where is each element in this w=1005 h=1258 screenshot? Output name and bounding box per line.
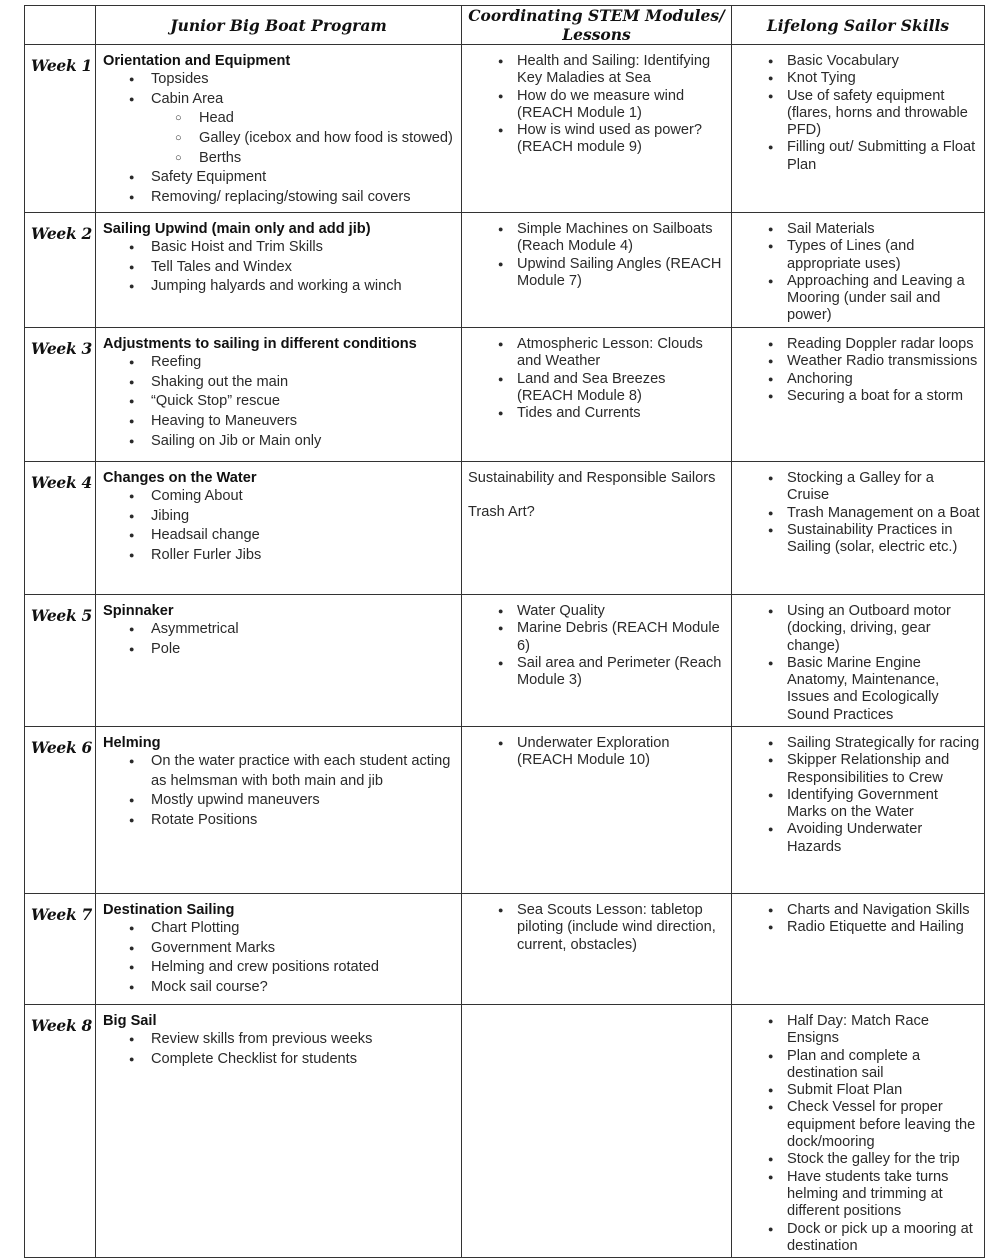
- week-label: Week 1: [25, 45, 96, 213]
- stem-cell: [462, 462, 732, 595]
- list-item: ● Jibing: [103, 507, 457, 527]
- list-item: ● Tell Tales and Windex: [103, 258, 457, 278]
- list-item: ● Skipper Relationship and Responsibilities to Crew: [738, 752, 980, 787]
- list-item: ● Dock or pick up a mooring at destination: [738, 1221, 980, 1256]
- list-item: ● Check Vessel for proper equipment before leaving the dock/mooring: [738, 1099, 980, 1151]
- program-list: [103, 620, 457, 659]
- header-lifelong: Lifelong Sailor Skills: [732, 6, 985, 45]
- week-row: [25, 462, 985, 595]
- skills-list: [738, 470, 980, 556]
- skills-list: [738, 902, 980, 937]
- list-item: ● Filling out/ Submitting a Float Plan: [738, 139, 980, 174]
- week-label: Week 7: [25, 894, 96, 1005]
- list-item: [103, 90, 457, 168]
- week-title: Destination Sailing: [103, 902, 235, 918]
- stem-cell: [462, 894, 732, 1005]
- list-item: ● Anchoring: [738, 371, 980, 388]
- header-program: Junior Big Boat Program: [96, 6, 462, 45]
- week-title: Helming: [103, 735, 161, 751]
- list-item: ● Types of Lines (and appropriate uses): [738, 238, 980, 273]
- list-item: ● Sail Materials: [738, 221, 980, 238]
- list-item: ● Tides and Currents: [468, 405, 725, 422]
- list-item: ● Have students take turns helming and trimming at different positions: [738, 1169, 980, 1221]
- list-item: ● How is wind used as power? (REACH module 9): [468, 122, 725, 157]
- list-item: ● Upwind Sailing Angles (REACH Module 7): [468, 256, 725, 291]
- skills-list: [738, 336, 980, 405]
- list-item: ● Atmospheric Lesson: Clouds and Weather: [468, 336, 725, 371]
- stem-cell: [462, 727, 732, 894]
- stem-cell: [462, 213, 732, 328]
- skills-cell: [732, 595, 985, 727]
- stem-text: Sustainability and Responsible Sailors: [468, 470, 716, 486]
- program-cell: [96, 45, 462, 213]
- sub-list-item: ○ Galley (icebox and how food is stowed): [151, 129, 457, 149]
- week-label: Week 2: [25, 213, 96, 328]
- week-title: Sailing Upwind (main only and add jib): [103, 221, 371, 237]
- program-cell: [96, 328, 462, 462]
- program-cell: [96, 1005, 462, 1258]
- list-item: ● Shaking out the main: [103, 373, 457, 393]
- list-item: ● On the water practice with each student acting as helmsman with both main and jib: [103, 752, 457, 791]
- list-item: ● Basic Vocabulary: [738, 53, 980, 70]
- list-item: ● Government Marks: [103, 939, 457, 959]
- list-item: ● Mostly upwind maneuvers: [103, 791, 457, 811]
- skills-list: [738, 603, 980, 724]
- list-item: ● Water Quality: [468, 603, 725, 620]
- list-item: ● Coming About: [103, 487, 457, 507]
- sub-list-item: ○ Berths: [151, 149, 457, 169]
- stem-list: [468, 336, 725, 422]
- list-item: ● Sail area and Perimeter (Reach Module 3): [468, 655, 725, 690]
- curriculum-sheet: [24, 5, 984, 1254]
- list-item: ● Half Day: Match Race Ensigns: [738, 1013, 980, 1048]
- program-cell: [96, 462, 462, 595]
- list-item: ● Weather Radio transmissions: [738, 353, 980, 370]
- week-row: [25, 595, 985, 727]
- sub-list-item: ○ Head: [151, 109, 457, 129]
- list-item: ● Trash Management on a Boat: [738, 505, 980, 522]
- list-item: ● Avoiding Underwater Hazards: [738, 821, 980, 856]
- list-item: ● Jumping halyards and working a winch: [103, 277, 457, 297]
- week-row: [25, 328, 985, 462]
- list-item: ● Reefing: [103, 353, 457, 373]
- list-item: ● “Quick Stop” rescue: [103, 392, 457, 412]
- list-item: ● Heaving to Maneuvers: [103, 412, 457, 432]
- list-item: ● Headsail change: [103, 526, 457, 546]
- header-row: [25, 6, 985, 45]
- stem-cell: [462, 595, 732, 727]
- skills-cell: [732, 328, 985, 462]
- list-item: ● Rotate Positions: [103, 811, 457, 831]
- week-row: [25, 45, 985, 213]
- program-list: [103, 1030, 457, 1069]
- list-item: ● Mock sail course?: [103, 978, 457, 998]
- program-cell: [96, 213, 462, 328]
- list-item: ● How do we measure wind (REACH Module 1): [468, 88, 725, 123]
- list-item: ● Basic Hoist and Trim Skills: [103, 238, 457, 258]
- list-item: ● Underwater Exploration (REACH Module 10): [468, 735, 725, 770]
- skills-list: [738, 221, 980, 325]
- program-list: [103, 487, 457, 565]
- list-item: ● Helming and crew positions rotated: [103, 958, 457, 978]
- week-title: Spinnaker: [103, 603, 174, 619]
- list-item: ● Chart Plotting: [103, 919, 457, 939]
- list-item: ● Sustainability Practices in Sailing (solar, electric etc.): [738, 522, 980, 557]
- program-cell: [96, 894, 462, 1005]
- list-item: ● Marine Debris (REACH Module 6): [468, 620, 725, 655]
- week-label: Week 3: [25, 328, 96, 462]
- skills-cell: [732, 462, 985, 595]
- week-row: [25, 727, 985, 894]
- stem-text: Trash Art?: [468, 504, 535, 521]
- list-item: ● Using an Outboard motor (docking, driving, gear change): [738, 603, 980, 655]
- list-item: ● Stocking a Galley for a Cruise: [738, 470, 980, 505]
- skills-cell: [732, 894, 985, 1005]
- program-cell: [96, 727, 462, 894]
- list-item: ● Securing a boat for a storm: [738, 388, 980, 405]
- list-item: ● Asymmetrical: [103, 620, 457, 640]
- sub-list: [151, 109, 457, 168]
- list-item: ● Plan and complete a destination sail: [738, 1048, 980, 1083]
- stem-list: [468, 53, 725, 157]
- list-item: ● Removing/ replacing/stowing sail covers: [103, 188, 457, 208]
- stem-list: [468, 902, 725, 954]
- list-item: ● Sea Scouts Lesson: tabletop piloting (include wind direction, current, obstacles): [468, 902, 725, 954]
- week-title: Adjustments to sailing in different conditions: [103, 336, 417, 352]
- stem-list: [468, 735, 725, 770]
- list-item: ● Sailing on Jib or Main only: [103, 432, 457, 452]
- corner-cell: [25, 6, 96, 45]
- list-item: ● Topsides: [103, 70, 457, 90]
- skills-cell: [732, 213, 985, 328]
- skills-cell: [732, 45, 985, 213]
- stem-cell: [462, 45, 732, 213]
- week-label: Week 5: [25, 595, 96, 727]
- program-list: [103, 752, 457, 830]
- skills-list: [738, 735, 980, 856]
- skills-list: [738, 53, 980, 174]
- week-row: [25, 1005, 985, 1258]
- list-item: ● Basic Marine Engine Anatomy, Maintenance, Issues and Ecologically Sound Practices: [738, 655, 980, 724]
- stem-cell: [462, 1005, 732, 1258]
- list-item: ● Radio Etiquette and Hailing: [738, 919, 980, 936]
- list-item: ● Pole: [103, 640, 457, 660]
- list-item: ● Complete Checklist for students: [103, 1050, 457, 1070]
- stem-list: [468, 221, 725, 290]
- program-list: [103, 70, 457, 207]
- list-item: ● Charts and Navigation Skills: [738, 902, 980, 919]
- list-item: ● Health and Sailing: Identifying Key Maladies at Sea: [468, 53, 725, 88]
- list-item: ● Land and Sea Breezes (REACH Module 8): [468, 371, 725, 406]
- program-list: [103, 919, 457, 997]
- skills-list: [738, 1013, 980, 1255]
- skills-cell: [732, 1005, 985, 1258]
- list-item: ● Identifying Government Marks on the Water: [738, 787, 980, 822]
- skills-cell: [732, 727, 985, 894]
- stem-list: [468, 603, 725, 689]
- list-item: ● Knot Tying: [738, 70, 980, 87]
- week-label: Week 4: [25, 462, 96, 595]
- program-list: [103, 238, 457, 297]
- week-title: Orientation and Equipment: [103, 53, 291, 69]
- list-item: ● Review skills from previous weeks: [103, 1030, 457, 1050]
- list-item: ● Approaching and Leaving a Mooring (under sail and power): [738, 273, 980, 325]
- header-stem: Coordinating STEM Modules/ Lessons: [462, 6, 732, 45]
- list-item: ● Stock the galley for the trip: [738, 1151, 980, 1168]
- program-cell: [96, 595, 462, 727]
- program-list: [103, 353, 457, 451]
- list-item: ● Reading Doppler radar loops: [738, 336, 980, 353]
- list-item: ● Use of safety equipment (flares, horns and throwable PFD): [738, 88, 980, 140]
- list-item: ● Submit Float Plan: [738, 1082, 980, 1099]
- week-title: Changes on the Water: [103, 470, 257, 486]
- week-label: Week 8: [25, 1005, 96, 1258]
- list-item: ● Safety Equipment: [103, 168, 457, 188]
- stem-cell: [462, 328, 732, 462]
- list-item: ● Simple Machines on Sailboats (Reach Module 4): [468, 221, 725, 256]
- list-item-label: Cabin Area: [151, 90, 224, 107]
- week-row: [25, 213, 985, 328]
- list-item: ● Sailing Strategically for racing: [738, 735, 980, 752]
- week-title: Big Sail: [103, 1013, 157, 1029]
- week-row: [25, 894, 985, 1005]
- week-label: Week 6: [25, 727, 96, 894]
- list-item: ● Roller Furler Jibs: [103, 546, 457, 566]
- curriculum-table: [24, 5, 985, 1258]
